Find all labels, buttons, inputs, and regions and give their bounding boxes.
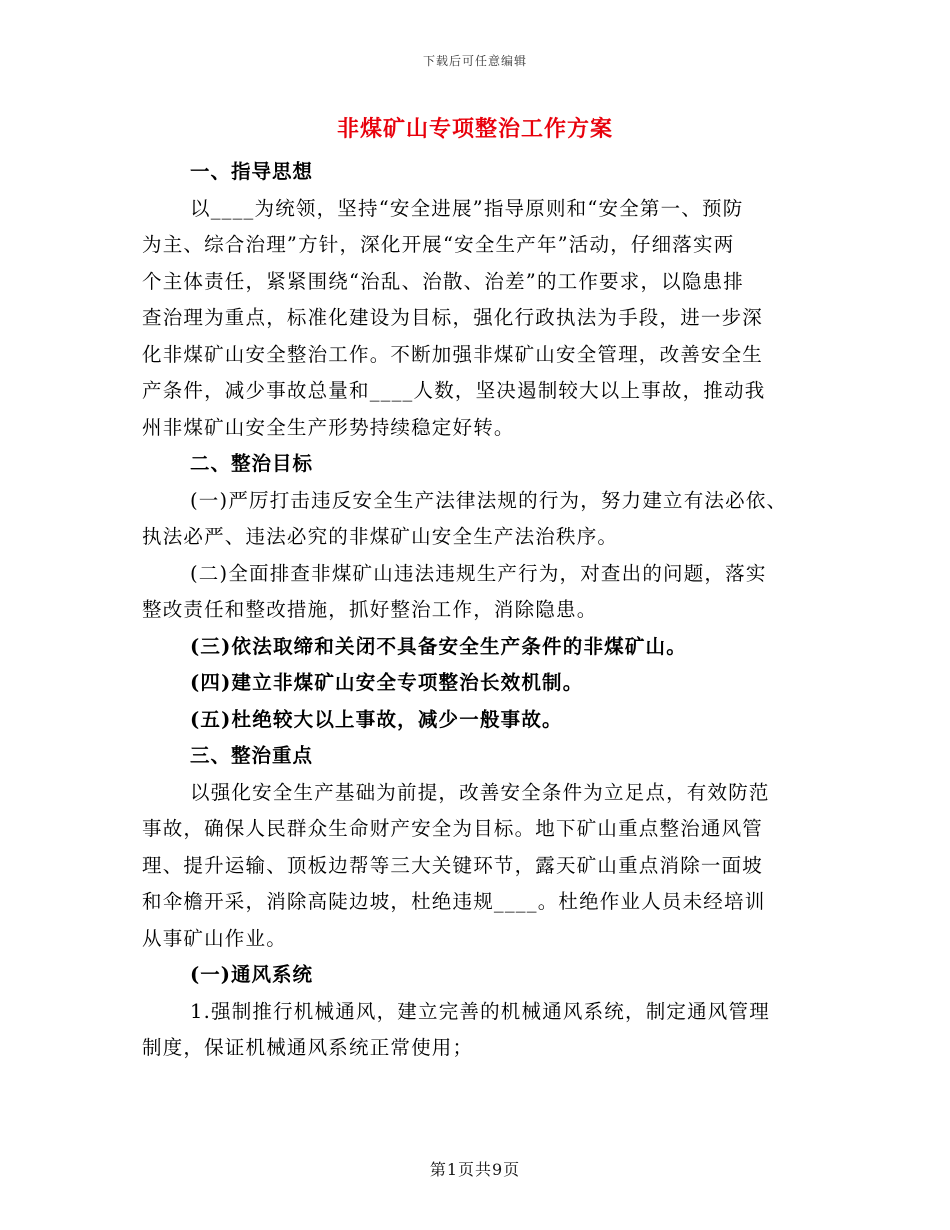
- paragraph-line: 整改责任和整改措施，抓好整治工作，消除隐患。: [142, 598, 598, 621]
- paragraph-line: 查治理为重点，标准化建设为目标，强化行政执法为手段，进一步深: [142, 306, 764, 329]
- target-item-bold: (四)建立非煤矿山安全专项整治长效机制。: [190, 671, 584, 694]
- target-item-bold: (五)杜绝较大以上事故，减少一般事故。: [190, 707, 563, 731]
- paragraph-line: 以强化安全生产基础为前提，改善安全条件为立足点，有效防范: [190, 780, 770, 804]
- paragraph-line: 以____为统领，坚持“安全进展”指导原则和“安全第一、预防: [190, 196, 744, 220]
- paragraph-line: 州非煤矿山安全生产形势持续稳定好转。: [142, 415, 515, 439]
- paragraph-line: (一)严厉打击违反安全生产法律法规的行为，努力建立有法必依、: [190, 488, 788, 512]
- paragraph-line: 1.强制推行机械通风，建立完善的机械通风系统，制定通风管理: [190, 999, 770, 1023]
- paragraph-line: 执法必严、违法必究的非煤矿山安全生产法治秩序。: [142, 525, 619, 548]
- paragraph-line: 事故，确保人民群众生命财产安全为目标。地下矿山重点整治通风管: [142, 817, 764, 840]
- paragraph-line: 和伞檐开采，消除高陡边坡，杜绝违规____。杜绝作业人员未经培训: [142, 890, 766, 913]
- sub-heading-ventilation: (一)通风系统: [190, 963, 313, 986]
- paragraph-line: 制度，保证机械通风系统正常使用；: [142, 1036, 474, 1059]
- paragraph-line: 个主体责任，紧紧围绕“治乱、治散、治差”的工作要求，以隐患排: [142, 269, 744, 293]
- paragraph-line: 从事矿山作业。: [142, 926, 287, 950]
- document-body: [142, 154, 806, 1067]
- target-item-bold: (三)依法取缔和关闭不具备安全生产条件的非煤矿山。: [190, 634, 687, 658]
- section-heading-key-points: 三、整治重点: [190, 744, 314, 767]
- page-number: 第1页共9页: [429, 1160, 521, 1179]
- document-title: 非煤矿山专项整治工作方案: [336, 116, 613, 142]
- paragraph-line: 产条件，减少事故总量和____人数，坚决遏制较大以上事故，推动我: [142, 379, 766, 402]
- paragraph-line: (二)全面排查非煤矿山违法违规生产行为，对查出的问题，落实: [190, 561, 767, 585]
- paragraph-line: 化非煤矿山安全整治工作。不断加强非煤矿山安全管理，改善安全生: [142, 342, 764, 366]
- section-heading-guiding-ideology: 一、指导思想: [190, 160, 314, 183]
- section-heading-targets: 二、整治目标: [190, 452, 314, 475]
- paragraph-line: 理、提升运输、顶板边帮等三大关键环节，露天矿山重点消除一面坡: [142, 853, 764, 877]
- header-note: 下载后可任意编辑: [422, 54, 527, 68]
- paragraph-line: 为主、综合治理”方针，深化开展“安全生产年”活动，仔细落实两: [142, 233, 735, 256]
